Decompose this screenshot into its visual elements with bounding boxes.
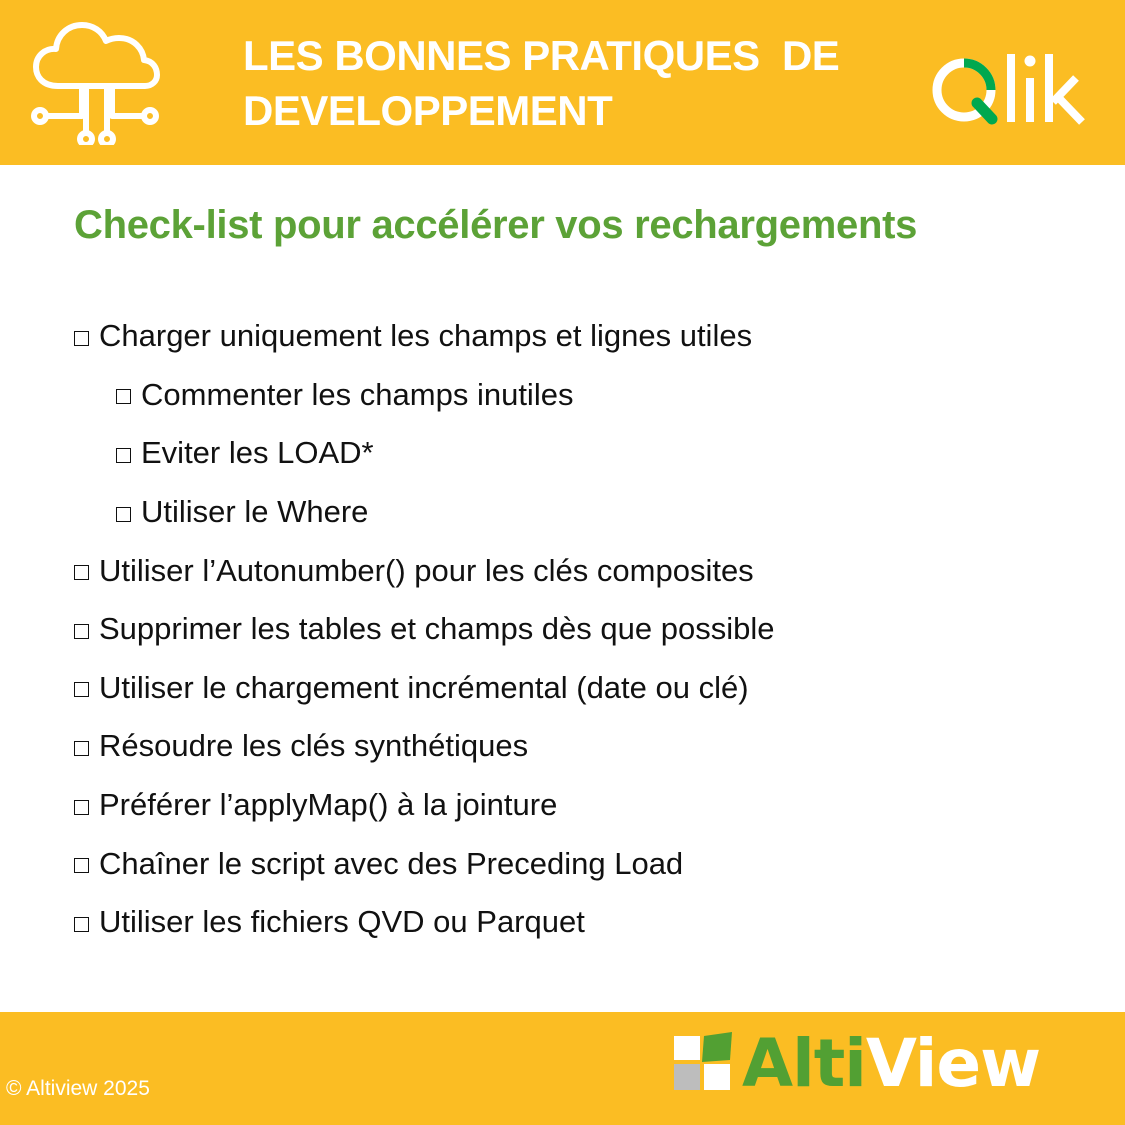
checkbox-icon bbox=[74, 565, 89, 580]
checklist-item-label: Commenter les champs inutiles bbox=[141, 376, 574, 412]
title-line-2: DEVELOPPEMENT bbox=[243, 87, 613, 134]
checkbox-icon bbox=[116, 389, 131, 404]
checklist-item-label: Chaîner le script avec des Preceding Load bbox=[99, 845, 684, 881]
title-line-1: LES BONNES PRATIQUES DE bbox=[243, 32, 840, 79]
checklist-subitem bbox=[74, 483, 1074, 542]
copyright-text: © Altiview 2025 bbox=[6, 1077, 150, 1100]
checklist-item bbox=[74, 717, 1074, 776]
page-title bbox=[243, 28, 883, 138]
checkbox-icon bbox=[74, 682, 89, 697]
checklist-item-label: Supprimer les tables et champs dès que possible bbox=[99, 611, 775, 647]
checklist-item-label: Résoudre les clés synthétiques bbox=[99, 728, 529, 764]
checklist-item bbox=[74, 307, 1074, 366]
checkbox-icon bbox=[74, 917, 89, 932]
header-banner bbox=[0, 0, 1125, 165]
checklist-item bbox=[74, 541, 1074, 600]
checklist-item-label: Utiliser le chargement incrémental (date ou clé) bbox=[99, 669, 749, 705]
cloud-network-icon bbox=[30, 20, 160, 145]
checklist-item-label: Utiliser le Where bbox=[141, 494, 369, 530]
checkbox-icon bbox=[116, 448, 131, 463]
checklist-item bbox=[74, 834, 1074, 893]
altiview-mark-icon bbox=[672, 1030, 736, 1094]
checklist-item bbox=[74, 893, 1074, 952]
checklist-item-label: Préférer l’applyMap() à la jointure bbox=[99, 787, 558, 823]
checkbox-icon bbox=[74, 858, 89, 873]
qlik-logo bbox=[930, 50, 1090, 130]
checklist-item bbox=[74, 776, 1074, 835]
checkbox-icon bbox=[74, 741, 89, 756]
checklist-item-label: Eviter les LOAD* bbox=[141, 435, 374, 471]
checklist-item bbox=[74, 600, 1074, 659]
altiview-wordmark-alti: Alti bbox=[742, 1025, 866, 1102]
altiview-wordmark bbox=[742, 1024, 1040, 1104]
checklist-item-label: Utiliser les fichiers QVD ou Parquet bbox=[99, 904, 585, 940]
checklist-item bbox=[74, 659, 1074, 718]
checkbox-icon bbox=[116, 507, 131, 522]
checkbox-icon bbox=[74, 800, 89, 815]
checklist-title: Check-list pour accélérer vos rechargements bbox=[74, 203, 918, 247]
altiview-logo bbox=[672, 1025, 1082, 1110]
checklist bbox=[74, 307, 1074, 952]
checklist-subitem bbox=[74, 424, 1074, 483]
checklist-subitem bbox=[74, 366, 1074, 425]
checkbox-icon bbox=[74, 624, 89, 639]
checklist-item-label: Charger uniquement les champs et lignes utiles bbox=[99, 318, 753, 354]
altiview-wordmark-view: View bbox=[865, 1025, 1041, 1102]
checklist-item-label: Utiliser l’Autonumber() pour les clés composites bbox=[99, 552, 754, 588]
checkbox-icon bbox=[74, 331, 89, 346]
footer-banner bbox=[0, 1012, 1125, 1125]
